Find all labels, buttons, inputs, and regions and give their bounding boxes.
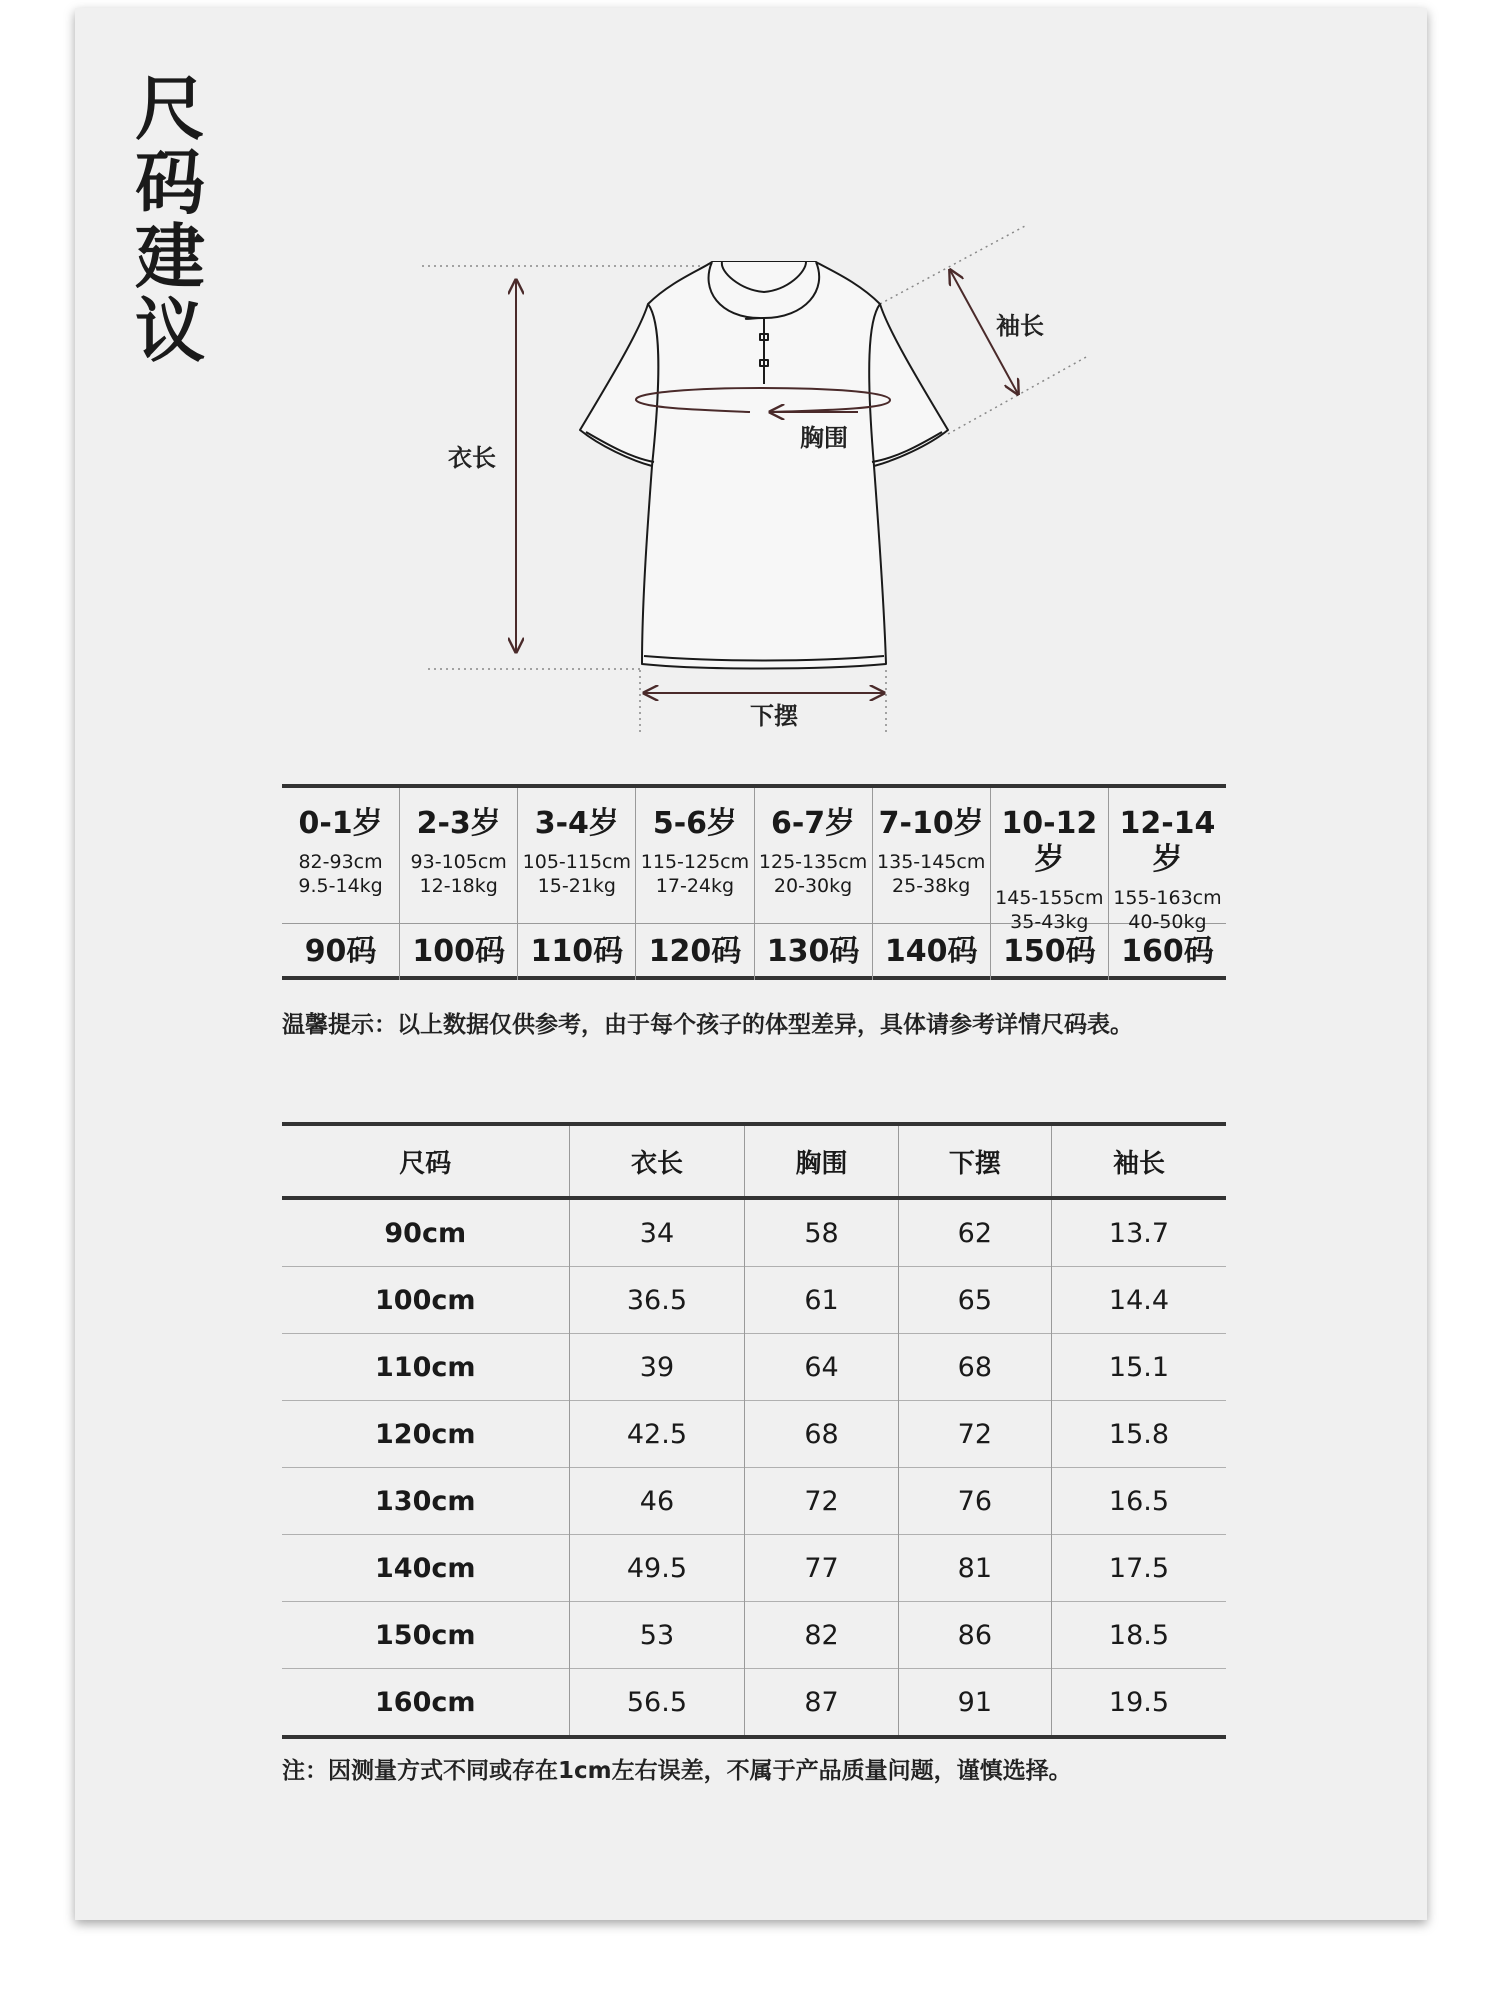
header-length: 衣长 (569, 1124, 745, 1198)
chest-cell: 64 (745, 1334, 898, 1401)
hem-cell: 86 (898, 1602, 1051, 1669)
sleeve-cell: 14.4 (1051, 1267, 1226, 1334)
height-range: 93-105cm (410, 851, 507, 873)
title-char: 码 (135, 142, 205, 224)
length-cell: 36.5 (569, 1267, 745, 1334)
size-code-row (282, 924, 1226, 980)
hem-cell: 91 (898, 1669, 1051, 1738)
table-row (282, 1535, 1226, 1602)
length-cell: 53 (569, 1602, 745, 1669)
sleeve-cell: 18.5 (1051, 1602, 1226, 1669)
size-cell: 130cm (282, 1468, 569, 1535)
hem-cell: 65 (898, 1267, 1051, 1334)
age-row (282, 788, 1226, 933)
height-range: 145-155cm (995, 887, 1104, 909)
table-row (282, 1267, 1226, 1334)
size-cell: 140cm (282, 1535, 569, 1602)
chest-cell: 77 (745, 1535, 898, 1602)
sleeve-cell: 15.8 (1051, 1401, 1226, 1468)
header-sleeve: 袖长 (1051, 1124, 1226, 1198)
age-size-table (282, 784, 1226, 980)
weight-range: 12-18kg (419, 875, 498, 897)
table-row (282, 1669, 1226, 1738)
table-row (282, 1602, 1226, 1669)
shirt-outline (580, 262, 948, 669)
chest-cell: 72 (745, 1468, 898, 1535)
length-cell: 34 (569, 1198, 745, 1267)
size-cell: 120cm (282, 1401, 569, 1468)
hem-cell: 81 (898, 1535, 1051, 1602)
age-cell (754, 788, 872, 923)
table-row (282, 1401, 1226, 1468)
length-cell: 42.5 (569, 1401, 745, 1468)
height-range: 115-125cm (640, 851, 750, 873)
weight-range: 17-24kg (655, 875, 735, 897)
table-row (282, 1198, 1226, 1267)
age-cell (282, 788, 399, 923)
header-size: 尺码 (282, 1124, 569, 1198)
age-cell (399, 788, 517, 923)
length-cell: 49.5 (569, 1535, 745, 1602)
note-text: 注：因测量方式不同或存在1cm左右误差，不属于产品质量问题，谨慎选择。 (282, 1758, 1072, 1784)
title-char: 建 (135, 216, 205, 298)
size-code: 160码 (1108, 924, 1226, 980)
length-cell: 56.5 (569, 1669, 745, 1738)
weight-range: 15-21kg (537, 875, 616, 897)
age-label: 6-7岁 (770, 806, 856, 841)
age-label: 10-12岁 (1001, 806, 1098, 877)
age-cell (872, 788, 990, 923)
hem-cell: 72 (898, 1401, 1051, 1468)
tip-text: 温馨提示：以上数据仅供参考，由于每个孩子的体型差异，具体请参考详情尺码表。 (282, 1012, 1133, 1038)
size-code: 150码 (990, 924, 1108, 980)
polo-shirt-diagram (0, 0, 1500, 760)
weight-range: 20-30kg (773, 875, 853, 897)
hem-cell: 76 (898, 1468, 1051, 1535)
size-code: 110码 (517, 924, 635, 980)
hem-label: 下摆 (750, 702, 798, 730)
sleeve-cell: 19.5 (1051, 1669, 1226, 1738)
header-chest: 胸围 (745, 1124, 898, 1198)
chest-cell: 82 (745, 1602, 898, 1669)
table-header-row (282, 1124, 1226, 1198)
table-row (282, 1334, 1226, 1401)
weight-range: 9.5-14kg (298, 875, 383, 897)
age-cell (517, 788, 635, 923)
height-range: 82-93cm (298, 851, 383, 873)
size-code: 120码 (635, 924, 753, 980)
height-range: 125-135cm (758, 851, 868, 873)
size-cell: 150cm (282, 1602, 569, 1669)
age-cell (990, 788, 1108, 933)
size-code: 130码 (754, 924, 872, 980)
age-label: 0-1岁 (298, 806, 383, 841)
height-range: 155-163cm (1113, 887, 1222, 909)
length-cell: 46 (569, 1468, 745, 1535)
size-cell: 160cm (282, 1669, 569, 1738)
height-range: 105-115cm (522, 851, 631, 873)
length-cell: 39 (569, 1334, 745, 1401)
age-label: 3-4岁 (534, 806, 619, 841)
weight-range: 40-50kg (1128, 911, 1207, 933)
chest-cell: 87 (745, 1669, 898, 1738)
age-label: 12-14岁 (1119, 806, 1216, 877)
sleeve-cell: 16.5 (1051, 1468, 1226, 1535)
header-hem: 下摆 (898, 1124, 1051, 1198)
hem-cell: 62 (898, 1198, 1051, 1267)
age-cell (1108, 788, 1226, 933)
chest-cell: 61 (745, 1267, 898, 1334)
length-label: 衣长 (448, 444, 496, 472)
size-cell: 90cm (384, 1217, 467, 1249)
age-cell (635, 788, 753, 923)
size-cell: 110cm (282, 1334, 569, 1401)
chest-cell: 58 (745, 1198, 898, 1267)
hem-cell: 68 (898, 1334, 1051, 1401)
chest-cell: 68 (745, 1401, 898, 1468)
age-label: 5-6岁 (652, 806, 738, 841)
measurement-table (282, 1122, 1226, 1739)
size-code: 100码 (399, 924, 517, 980)
title-char: 议 (135, 290, 205, 372)
height-range: 135-145cm (877, 851, 986, 873)
title-char: 尺 (135, 68, 205, 150)
size-code: 140码 (872, 924, 990, 980)
sleeve-label: 袖长 (996, 312, 1044, 340)
chest-label: 胸围 (800, 424, 848, 452)
sleeve-cell: 15.1 (1051, 1334, 1226, 1401)
table-row (282, 1468, 1226, 1535)
sleeve-cell: 17.5 (1051, 1535, 1226, 1602)
age-label: 7-10岁 (878, 806, 984, 841)
size-cell: 100cm (282, 1267, 569, 1334)
sleeve-cell: 13.7 (1051, 1198, 1226, 1267)
age-label: 2-3岁 (416, 806, 501, 841)
size-code: 90码 (304, 934, 377, 969)
weight-range: 25-38kg (892, 875, 971, 897)
weight-range: 35-43kg (1010, 911, 1089, 933)
